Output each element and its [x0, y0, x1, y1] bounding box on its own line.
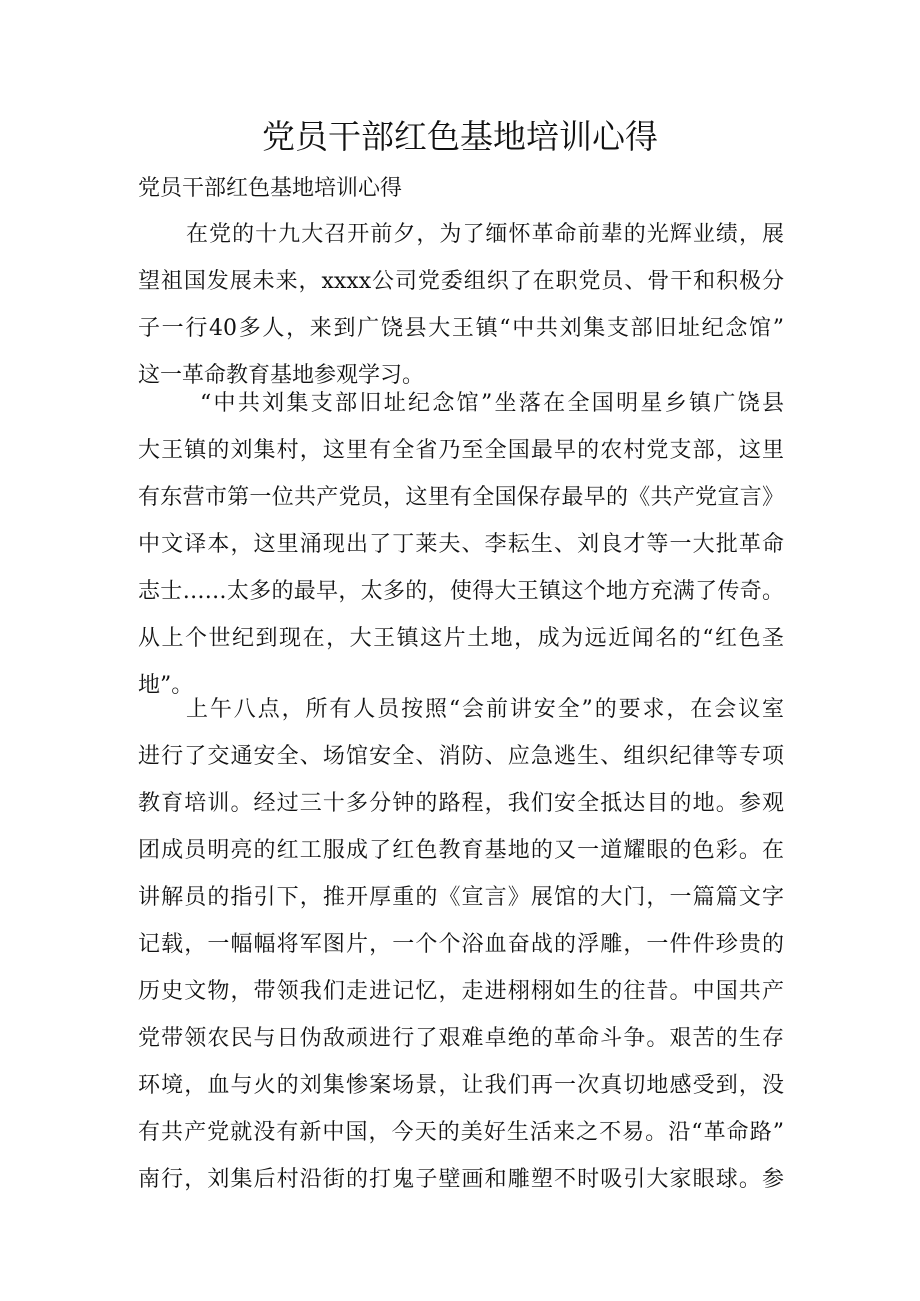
text-line: 讲解员的指引下，推开厚重的《宣言》展馆的大门，一篇篇文字 — [138, 885, 784, 910]
document-title: 党员干部红色基地培训心得 — [262, 117, 658, 156]
text-line: 记载，一幅幅将军图片，一个个浴血奋战的浮雕，一件件珍贵的 — [138, 932, 784, 957]
text-line: 历史文物，带领我们走进记忆，走进栩栩如生的往昔。中国共产 — [138, 979, 784, 1004]
text-line: 在党的十九大召开前夕，为了缅怀革命前辈的光辉业绩，展 — [186, 222, 784, 247]
text-line: 这一革命教育基地参观学习。 — [138, 363, 425, 388]
text-line: 地”。 — [138, 673, 194, 698]
text-line: 教育培训。经过三十多分钟的路程，我们安全抵达目的地。参观 — [138, 791, 784, 816]
text-line: 志士……太多的最早，太多的，使得大王镇这个地方充满了传奇。 — [138, 579, 784, 604]
text-line: 从上个世纪到现在，大王镇这片土地，成为远近闻名的“红色圣 — [138, 626, 784, 651]
text-line: 大王镇的刘集村，这里有全省乃至全国最早的农村党支部，这里 — [138, 438, 784, 463]
text-line: 上午八点，所有人员按照“会前讲安全”的要求，在会议室 — [186, 697, 784, 722]
paragraph-1 — [138, 211, 784, 399]
text-line: 有共产党就没有新中国，今天的美好生活来之不易。沿“革命路” — [138, 1120, 784, 1145]
paragraph-3 — [138, 686, 784, 1203]
text-line: 进行了交通安全、场馆安全、消防、应急逃生、组织纪律等专项 — [138, 744, 784, 769]
text-line: 南行，刘集后村沿街的打鬼子壁画和雕塑不时吸引大家眼球。参 — [138, 1167, 784, 1192]
text-line: 有东营市第一位共产党员，这里有全国保存最早的《共产党宣言》 — [138, 485, 784, 510]
text-line: 团成员明亮的红工服成了红色教育基地的又一道耀眼的色彩。在 — [138, 838, 784, 863]
text-line: 望祖国发展未来，xxxx公司党委组织了在职党员、骨干和积极分 — [138, 269, 784, 294]
document-subtitle: 党员干部红色基地培训心得 — [138, 176, 403, 201]
text-line: 中文译本，这里涌现出了丁莱夫、李耘生、刘良才等一大批革命 — [138, 532, 784, 557]
text-line: 党带领农民与日伪敌顽进行了艰难卓绝的革命斗争。艰苦的生存 — [138, 1026, 784, 1051]
paragraph-2 — [138, 380, 784, 709]
text-line: 环境，血与火的刘集惨案场景，让我们再一次真切地感受到，没 — [138, 1073, 784, 1098]
text-line: 子一行40多人，来到广饶县大王镇“中共刘集支部旧址纪念馆” — [138, 316, 784, 341]
text-line: “中共刘集支部旧址纪念馆”坐落在全国明星乡镇广饶县 — [200, 391, 784, 416]
